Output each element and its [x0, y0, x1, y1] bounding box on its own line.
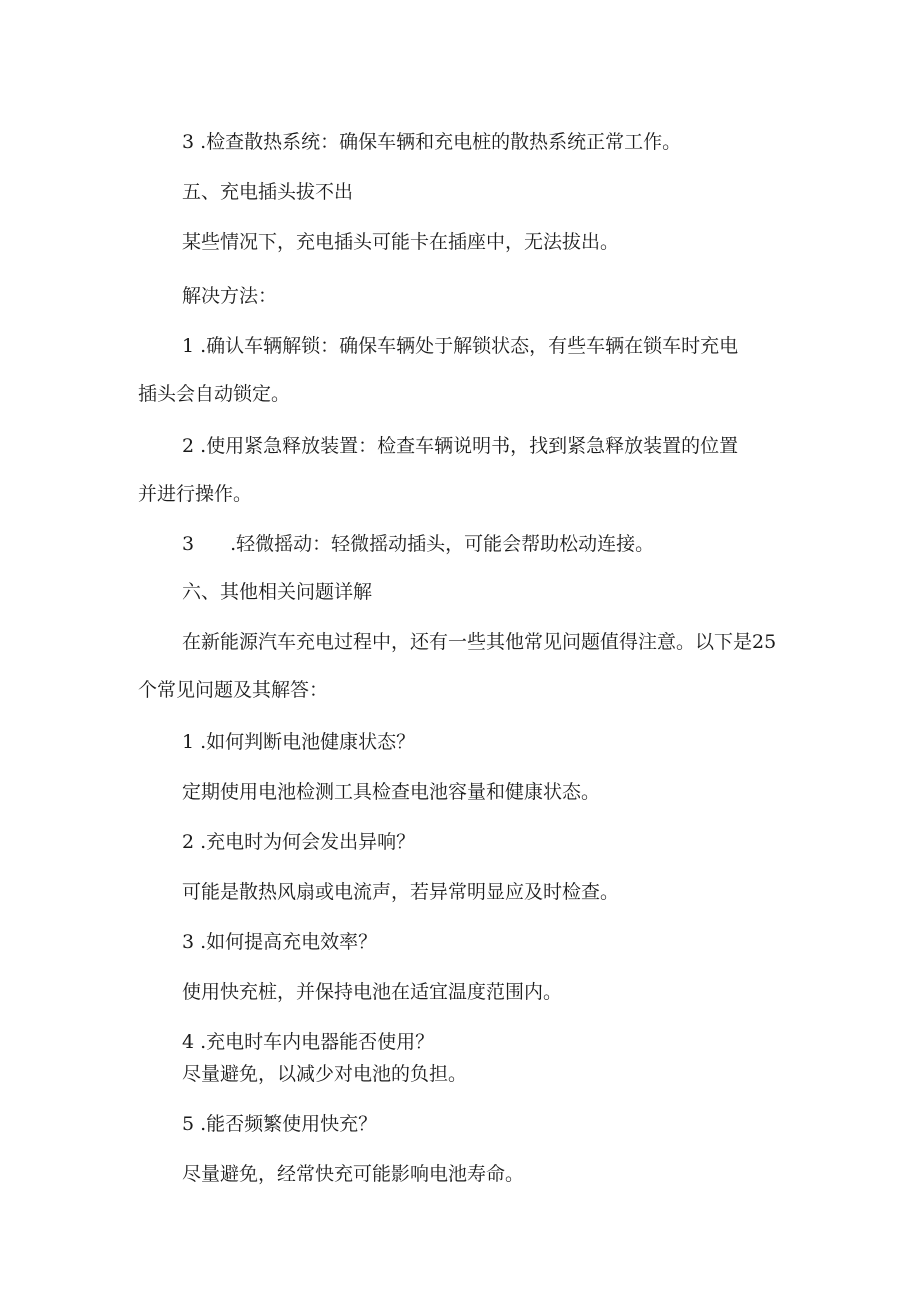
question: 1 .如何判断电池健康状态？	[182, 731, 416, 753]
list-item	[182, 532, 654, 556]
list-item-continuation: 插头会自动锁定。	[138, 383, 291, 405]
list-item: 1 .确认车辆解锁：确保车辆处于解锁状态，有些车辆在锁车时充电	[182, 335, 739, 357]
answer: 尽量避免，经常快充可能影响电池寿命。	[182, 1163, 525, 1185]
section-heading-6: 六、其他相关问题详解	[182, 581, 373, 603]
answer: 使用快充桩，并保持电池在适宜温度范围内。	[182, 981, 563, 1003]
answer: 定期使用电池检测工具检查电池容量和健康状态。	[182, 781, 601, 803]
question: 5 .能否频繁使用快充？	[182, 1113, 378, 1135]
list-item-check-cooling: 3 .检查散热系统：确保车辆和充电桩的散热系统正常工作。	[182, 131, 682, 153]
answer: 尽量避免，以减少对电池的负担。	[182, 1063, 468, 1085]
answer: 可能是散热风扇或电流声，若异常明显应及时检查。	[182, 881, 620, 903]
paragraph: 某些情况下，充电插头可能卡在插座中，无法拔出。	[182, 231, 620, 253]
question: 4 .充电时车内电器能否使用？	[182, 1031, 435, 1053]
list-item-text: .轻微摇动：轻微摇动插头，可能会帮助松动连接。	[230, 533, 655, 555]
section-heading-5: 五、充电插头拔不出	[182, 181, 354, 203]
question: 2 .充电时为何会发出异响？	[182, 831, 416, 853]
list-item-continuation: 并进行操作。	[138, 483, 253, 505]
list-item-number: 3	[182, 533, 195, 555]
paragraph: 解决方法：	[182, 285, 278, 307]
question: 3 .如何提高充电效率？	[182, 931, 378, 953]
paragraph: 在新能源汽车充电过程中，还有一些其他常见问题值得注意。以下是25	[182, 631, 777, 653]
paragraph-continuation: 个常见问题及其解答：	[138, 679, 329, 701]
list-item: 2 .使用紧急释放装置：检查车辆说明书，找到紧急释放装置的位置	[182, 435, 739, 457]
